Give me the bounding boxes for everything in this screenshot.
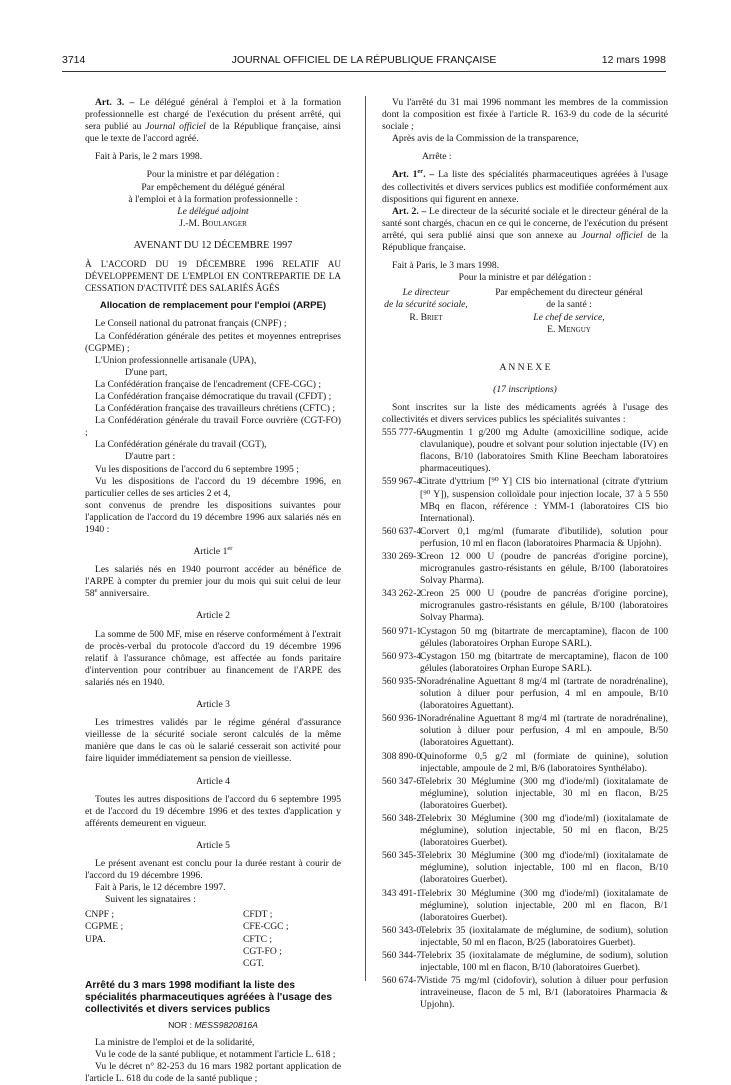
apres-avis: Après avis de la Commission de la transparence, <box>392 133 579 145</box>
product-item <box>382 925 668 949</box>
sig-right-line2: de la santé : <box>546 299 592 311</box>
annexe-heading: A N N E X E <box>499 361 551 373</box>
signataire: CFDT ; <box>243 909 273 921</box>
party-item: La Confédération française démocratique du travail (CFDT) ; <box>95 390 332 402</box>
product-code: 343 491-1 <box>382 887 422 899</box>
party-item: La Confédération générale du travail (CGT), <box>95 439 267 451</box>
product-item <box>382 751 668 775</box>
article-2-heading: Article 2 <box>196 610 230 622</box>
product-item <box>382 713 668 749</box>
article-3-text: Le délégué général à l'emploi et à la formation professionnelle est chargé de l'exécution du présent arrêté, qui sera publié au <box>85 97 342 133</box>
signature-role: Le délégué adjoint <box>177 205 249 217</box>
article-3-label: Art. 3. – <box>95 97 135 108</box>
journal-officiel-ref: Journal officiel <box>581 229 643 241</box>
article-4-heading: Article 4 <box>196 775 230 787</box>
party-item: L'Union professionnelle artisanale (UPA), <box>95 354 257 366</box>
suivent-signataires: Suivent les signataires : <box>105 894 196 906</box>
product-item <box>382 850 668 886</box>
article-2-right <box>382 206 668 254</box>
product-item <box>382 651 668 675</box>
party-item: La Confédération générale du travail Force ouvrière (CGT-FO) ; <box>85 415 341 439</box>
product-code: 560 347-6 <box>382 775 422 787</box>
sig-left-name: R. Briet <box>409 311 443 323</box>
product-code: 343 262-2 <box>382 588 422 600</box>
allocation-title: Allocation de remplacement pour l'emploi (ARPE) <box>99 300 327 312</box>
sig-right-line: Par empêchement du directeur général <box>495 287 643 299</box>
article-4-text: Toutes les autres dispositions de l'accord du 6 septembre 1995 et de l'accord du 19 décembre 1996 et des textes d'application y afférents demeurent en vigueur. <box>85 793 341 829</box>
nor-label: NOR : <box>168 1019 195 1030</box>
art1-text: La liste des spécialités pharmaceutiques agréées à l'usage des collectivités et divers services publics est modifiée conformément aux dispositions qui figurent en annexe. <box>382 169 669 205</box>
page-header <box>62 54 666 68</box>
product-text: Cystagon 50 mg (bitartrate de mercaptamine), flacon de 100 gélules (laboratoires Orphan Europe SARL). <box>420 625 668 649</box>
product-text: Creon 12 000 U (poudre de pancréas d'origine porcine), microgranules gastro-résistants en gélule, B/100 (laboratoires Solvay Pharma). <box>420 551 668 587</box>
sig-left-role: Le directeur <box>402 287 450 299</box>
product-item <box>382 588 668 624</box>
party-item: La Confédération générale des petites et moyennes entreprises (CGPME) ; <box>85 330 341 354</box>
product-text: Telebrix 30 Méglumine (300 mg d'iode/ml) (ioxitalamate de méglumine), solution injectable, 200 ml en flacon, B/1 (laboratoires Guerbet). <box>420 887 668 923</box>
journal-officiel-ref: Journal officiel <box>145 121 206 133</box>
product-text: Telebrix 35 (ioxitalamate de méglumine, de sodium), solution injectable, 100 ml en flacon, B/10 (laboratoires Guerbet). <box>420 950 668 974</box>
convenus-text: sont convenus de prendre les dispositions suivantes pour l'application de l'accord du 19 décembre 1996 aux salariés nés en 1940 : <box>85 499 341 535</box>
annexe-intro: Sont inscrites sur la liste des médicaments agréés à l'usage des collectivités et divers services publics les spécialités suivantes : <box>382 401 668 425</box>
product-text: Augmentin 1 g/200 mg Adulte (amoxicilline sodique, acide clavulanique), poudre et solvant pour solution injectable (IV) en flacons, B/10 (laboratoires Smith Kline Beecham laboratoires pharmaceutiques). <box>420 427 668 475</box>
nor-line <box>85 1019 341 1031</box>
signature-line: à l'emploi et à la formation professionnelle : <box>128 193 298 205</box>
product-text: Creon 25 000 U (poudre de pancréas d'origine porcine), microgranules gastro-résistants en gélule, B/100 (laboratoires Solvay Pharma). <box>420 588 668 624</box>
signature-line: Pour la ministre et par délégation : <box>146 169 280 181</box>
signature-block-2 <box>382 287 668 335</box>
article-1-body-sup: e <box>94 587 98 595</box>
product-text: Cystagon 150 mg (bitartrate de mercaptamine), flacon de 100 gélules (laboratoires Orphan Europe SARL). <box>420 650 668 674</box>
product-code: 560 973-4 <box>382 650 422 662</box>
pour-ministre: Pour la ministre et par délégation : <box>458 272 592 284</box>
signataire: UPA. <box>85 933 106 945</box>
product-code: 560 345-3 <box>382 850 422 862</box>
accord-caps-heading: À L'ACCORD DU 19 DÉCEMBRE 1996 RELATIF AU DÉVELOPPEMENT DE L'EMPLOI EN CONTREPARTIE DE LA CESSATION D'ACTIVITÉ DES SALARIÉS ÂGÉS <box>85 259 341 294</box>
header-rule <box>62 71 666 72</box>
signataires-left <box>85 909 213 969</box>
avenant-title: AVENANT DU 12 DÉCEMBRE 1997 <box>133 239 293 251</box>
signataires-grid <box>85 909 341 969</box>
left-column <box>85 97 341 1085</box>
dune-part: D'une part, <box>125 366 168 378</box>
signataire: CFE-CGC ; <box>243 921 289 933</box>
art1-label-text: Art. 1 <box>392 169 418 181</box>
sig-right-role: Le chef de service, <box>533 311 605 323</box>
signataire: CGT-FO ; <box>243 945 282 957</box>
product-text: Quinoforme 0,5 g/2 ml (formiate de quinine), solution injectable, ampoule de 2 ml, B/6 (laboratoires Synthélabo). <box>420 750 668 774</box>
sig-left <box>382 287 470 335</box>
product-code: 560 936-1 <box>382 713 422 725</box>
article-3-text-end: de la République française, ainsi que le texte de l'accord agréé. <box>85 121 341 145</box>
product-item <box>382 476 668 524</box>
product-code: 308 890-0 <box>382 750 422 762</box>
article-3-paragraph <box>85 97 341 145</box>
right-column <box>382 97 668 1011</box>
signataire: CNPF ; <box>85 909 115 921</box>
vu-code-sante: Vu le code de la santé publique, et notamment l'article L. 618 ; <box>95 1049 336 1060</box>
product-item <box>382 813 668 849</box>
product-code: 555 777-6 <box>382 427 422 439</box>
vu-item: Vu les dispositions de l'accord du 6 septembre 1995 ; <box>95 463 299 475</box>
product-item <box>382 950 668 974</box>
article-2-text: La somme de 500 MF, mise en réserve conformément à l'extrait de procès-verbal du protocole d'accord du 19 décembre 1996 relatif à l'assurance chômage, est affectée au fonds paritaire d'intervention pour contribuer au financement de l'ARPE des salariés nés en 1940. <box>85 628 341 688</box>
nor-code: MESS9820816A <box>194 1019 258 1030</box>
product-item <box>382 676 668 712</box>
fait-paris-2: Fait à Paris, le 12 décembre 1997. <box>95 882 226 894</box>
art2-label: Art. 2. – <box>392 205 427 217</box>
article-3b-text: Les trimestres validés par le régime général d'assurance vieillesse de la sécurité sociale seront calculés de la même manière que dans le cas où le salarié cesserait son activité pour faire liquider immédiatement sa pension de vieillesse. <box>85 717 341 765</box>
article-1-heading <box>85 546 341 558</box>
page-number: 3714 <box>62 54 86 66</box>
product-text: Telebrix 30 Méglumine (300 mg d'iode/ml) (ioxitalamate de méglumine), solution injectable, 100 ml en flacon, B/10 (laboratoires Guerbet). <box>420 850 668 886</box>
product-text: Vistide 75 mg/ml (cidofovir), solution à diluer pour perfusion intraveineuse, flacon de 5 ml, B/1 (laboratoires Pharmacia & Upjohn). <box>420 975 668 1011</box>
article-1-body: Les salariés nés en 1940 pourront accéder au bénéfice de l'ARPE à compter du premier jour du mois qui suit celui de leur 58 <box>85 564 341 600</box>
art1-label-sup: er <box>417 168 424 176</box>
art1-label <box>392 169 434 180</box>
ministre-line: La ministre de l'emploi et de la solidarité, <box>95 1036 255 1048</box>
product-item <box>382 551 668 587</box>
product-text: Noradrénaline Aguettant 8 mg/4 ml (tartrate de noradrénaline), solution à diluer pour perfusion, 4 ml en ampoule, B/50 (laboratoires Aguettant). <box>420 713 668 749</box>
product-code: 560 344-7 <box>382 950 422 961</box>
journal-title: JOURNAL OFFICIEL DE LA RÉPUBLIQUE FRANÇAISE <box>231 54 497 66</box>
signature-block-1 <box>85 169 341 229</box>
signature-line: Par empêchement du délégué général <box>141 181 285 193</box>
fait-paris-1: Fait à Paris, le 2 mars 1998. <box>95 151 203 163</box>
signataires-right <box>213 909 341 969</box>
issue-date: 12 mars 1998 <box>601 54 666 66</box>
vu-arrete: Vu l'arrêté du 31 mai 1996 nommant les membres de la commission dont la composition est fixée à l'article R. 163-9 du code de la sécurité sociale ; <box>382 97 668 133</box>
sig-left-role2: de la sécurité sociale, <box>384 299 468 311</box>
sig-right-name: E. Menguy <box>547 323 591 335</box>
column-divider <box>365 96 366 981</box>
party-item: La Confédération française de l'encadrement (CFE-CGC) ; <box>95 378 322 390</box>
product-item <box>382 626 668 650</box>
product-code: 560 971-1 <box>382 625 422 637</box>
article-5-text: Le présent avenant est conclu pour la durée restant à courir de l'accord du 19 décembre 1996. <box>85 857 341 882</box>
product-list <box>382 427 668 1011</box>
product-code: 560 637-4 <box>382 525 422 537</box>
article-1-sup: er <box>227 544 233 552</box>
signataire: CGPME ; <box>85 921 124 933</box>
arrete-title: Arrêté du 3 mars 1998 modifiant la liste des spécialités pharmaceutiques agréées à l'usage des collectivités et divers services publics <box>85 979 333 1015</box>
product-text: Telebrix 30 Méglumine (300 mg d'iode/ml) (ioxitalamate de méglumine), solution injectable, 50 ml en flacon, B/25 (laboratoires Guerbet). <box>420 812 668 849</box>
product-code: 330 269-3 <box>382 551 422 562</box>
product-code: 560 674-7 <box>382 975 422 987</box>
product-item <box>382 427 668 475</box>
party-item: Le Conseil national du patronat français (CNPF) ; <box>95 318 287 330</box>
art1-label-dash: . – <box>423 169 435 181</box>
article-1-heading-text: Article 1 <box>193 546 228 558</box>
product-item <box>382 975 668 1011</box>
product-text: Citrate d'yttrium [⁹⁰ Y] CIS bio international (citrate d'yttrium [⁹⁰ Y]), suspension colloïdale pour injection locale, 37 à 5 550 MBq en flacon, référence : YMM-1 (laboratoires CIS bio International). <box>420 476 668 524</box>
article-1-text <box>85 564 341 600</box>
dautre-part: D'autre part : <box>125 451 176 463</box>
arrete-word: Arrête : <box>422 151 452 163</box>
fait-paris-3: Fait à Paris, le 3 mars 1998. <box>392 260 500 272</box>
vu-item: Vu les dispositions de l'accord du 19 décembre 1996, en particulier celles de ses articles 2 et 4, <box>85 475 341 499</box>
product-text: Telebrix 35 (ioxitalamate de méglumine, de sodium), solution injectable, 50 ml en flacon, B/25 (laboratoires Guerbet). <box>420 924 668 948</box>
article-1-body-end: anniversaire. <box>97 588 150 600</box>
parties-list <box>85 318 341 536</box>
signature-name: J.-M. Boulanger <box>179 217 247 229</box>
inscriptions-count: (17 inscriptions) <box>493 383 557 395</box>
product-text: Telebrix 30 Méglumine (300 mg d'iode/ml) (ioxitalamate de méglumine), solution injectable, 30 ml en flacon, B/25 (laboratoires Guerbet). <box>420 775 668 811</box>
product-code: 560 935-5 <box>382 675 422 687</box>
product-code: 560 343-0 <box>382 924 422 936</box>
product-text: Noradrénaline Aguettant 8 mg/4 ml (tartrate de noradrénaline), solution à diluer pour perfusion, 4 ml en ampoule, B/10 (laboratoires Aguettant). <box>420 675 668 712</box>
product-item <box>382 776 668 812</box>
art2-text: Le directeur de la sécurité sociale et le directeur général de la santé sont chargés, chacun en ce qui le concerne, de l'exécution du présent arrêté, qui sera publié ainsi que son annexe au <box>382 205 668 241</box>
product-item <box>382 888 668 924</box>
vu-decret: Vu le décret n° 82-253 du 16 mars 1982 portant application de l'article L. 618 du code de la santé publique ; <box>85 1061 341 1085</box>
article-5-heading: Article 5 <box>196 839 230 851</box>
article-3b-heading: Article 3 <box>196 699 230 711</box>
party-item: La Confédération française des travailleurs chrétiens (CFTC) ; <box>95 403 336 415</box>
signataire: CGT. <box>243 957 264 969</box>
signataire: CFTC ; <box>243 933 273 945</box>
product-item <box>382 526 668 550</box>
product-text: Corvert 0,1 mg/ml (fumarate d'ibutilide), solution pour perfusion, 10 ml en flacon (laboratoires Pharmacia & Upjohn). <box>420 525 668 549</box>
product-code: 560 348-2 <box>382 812 422 824</box>
art2-text-end: de la République française. <box>382 229 668 254</box>
sig-right <box>470 287 668 335</box>
article-1-right <box>382 169 668 205</box>
product-code: 559 967-4 <box>382 476 422 488</box>
